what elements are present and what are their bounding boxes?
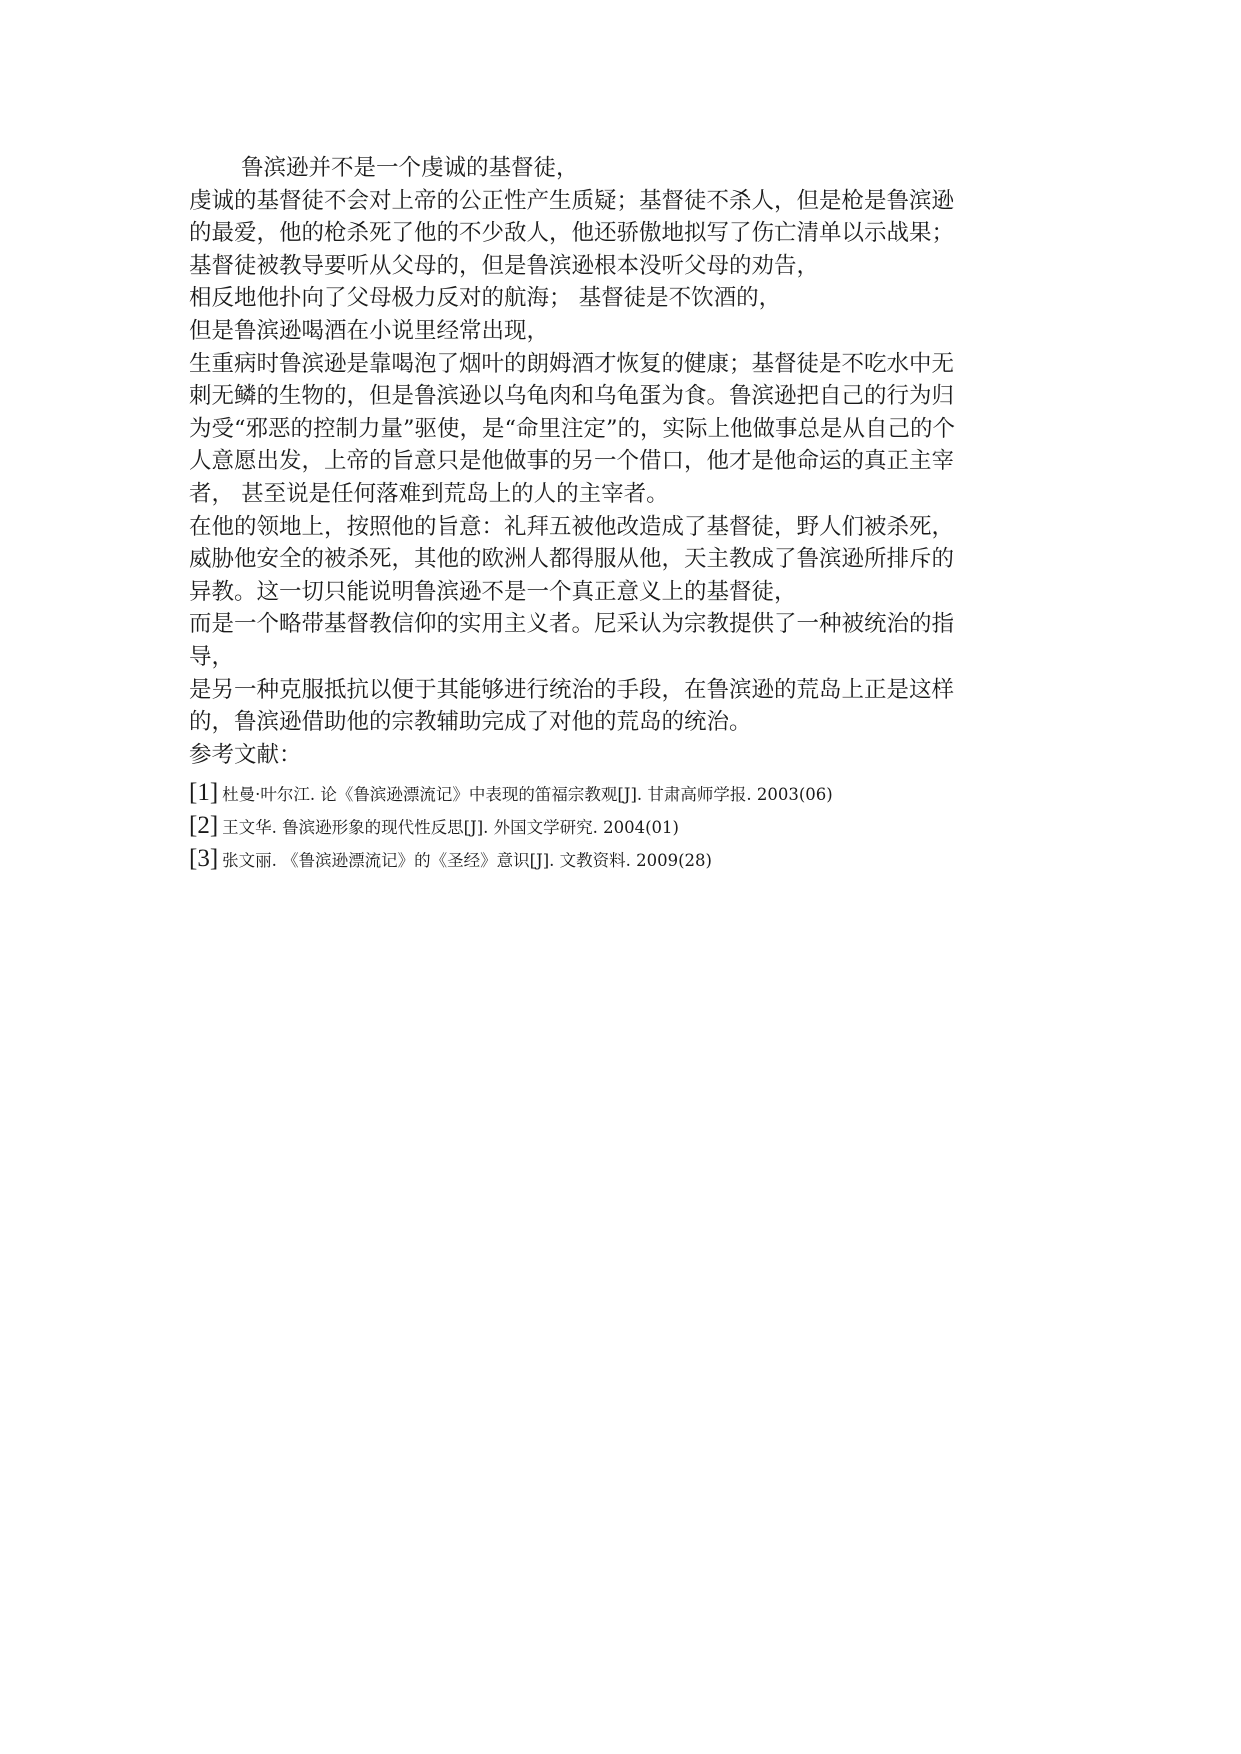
references-heading: 参考文献：	[189, 741, 302, 768]
paragraph-line: 者， 甚至说是任何落难到荒岛上的人的主宰者。	[189, 480, 669, 507]
paragraph-line: 威胁他安全的被杀死，其他的欧洲人都得服从他，天主教成了鲁滨逊所排斥的	[189, 546, 955, 573]
paragraph-line: 的，鲁滨逊借助他的宗教辅助完成了对他的荒岛的统治。	[189, 709, 752, 736]
paragraph-line: 在他的领地上，按照他的旨意：礼拜五被他改造成了基督徒，野人们被杀死，	[189, 513, 955, 540]
reference-item	[189, 809, 1059, 842]
paragraph-line: 生重病时鲁滨逊是靠喝泡了烟叶的朗姆酒才恢复的健康；基督徒是不吃水中无	[189, 350, 955, 377]
references-list	[189, 776, 1059, 875]
reference-number: [2]	[189, 812, 219, 839]
reference-number: [3]	[189, 845, 219, 872]
reference-item	[189, 776, 1059, 809]
paragraph-line: 导，	[189, 643, 235, 670]
paragraph-line: 是另一种克服抵抗以便于其能够进行统治的手段，在鲁滨逊的荒岛上正是这样	[189, 676, 955, 703]
paragraph-line: 相反地他扑向了父母极力反对的航海； 基督徒是不饮酒的，	[189, 285, 782, 312]
paragraph-line: 的最爱，他的枪杀死了他的不少敌人，他还骄傲地拟写了伤亡清单以示战果；	[189, 220, 955, 247]
paragraph-line: 虔诚的基督徒不会对上帝的公正性产生质疑；基督徒不杀人，但是枪是鲁滨逊	[189, 187, 955, 214]
reference-text: 杜曼·叶尔江. 论《鲁滨逊漂流记》中表现的笛福宗教观[J]. 甘肃高师学报. 2003(06)	[222, 785, 833, 804]
paragraph-line: 但是鲁滨逊喝酒在小说里经常出现，	[189, 317, 550, 344]
paragraph-line: 异教。这一切只能说明鲁滨逊不是一个真正意义上的基督徒，	[189, 578, 797, 605]
essay-body	[189, 152, 1059, 771]
reference-text: 王文华. 鲁滨逊形象的现代性反思[J]. 外国文学研究. 2004(01)	[222, 818, 679, 837]
reference-text: 张文丽. 《鲁滨逊漂流记》的《圣经》意识[J]. 文教资料. 2009(28)	[222, 851, 712, 870]
reference-number: [1]	[189, 779, 219, 806]
paragraph-line: 为受“邪恶的控制力量”驱使，是“命里注定”的，实际上他做事总是从自己的个	[189, 415, 956, 442]
paragraph-line: 鲁滨逊并不是一个虔诚的基督徒，	[241, 155, 579, 181]
reference-item	[189, 842, 1059, 875]
paragraph-line: 人意愿出发，上帝的旨意只是他做事的另一个借口，他才是他命运的真正主宰	[189, 448, 955, 475]
paragraph-line: 刺无鳞的生物的，但是鲁滨逊以乌龟肉和乌龟蛋为食。鲁滨逊把自己的行为归	[189, 383, 955, 410]
paragraph-line: 而是一个略带基督教信仰的实用主义者。尼采认为宗教提供了一种被统治的指	[189, 611, 955, 638]
paragraph-line: 基督徒被教导要听从父母的，但是鲁滨逊根本没听父母的劝告，	[189, 252, 820, 279]
